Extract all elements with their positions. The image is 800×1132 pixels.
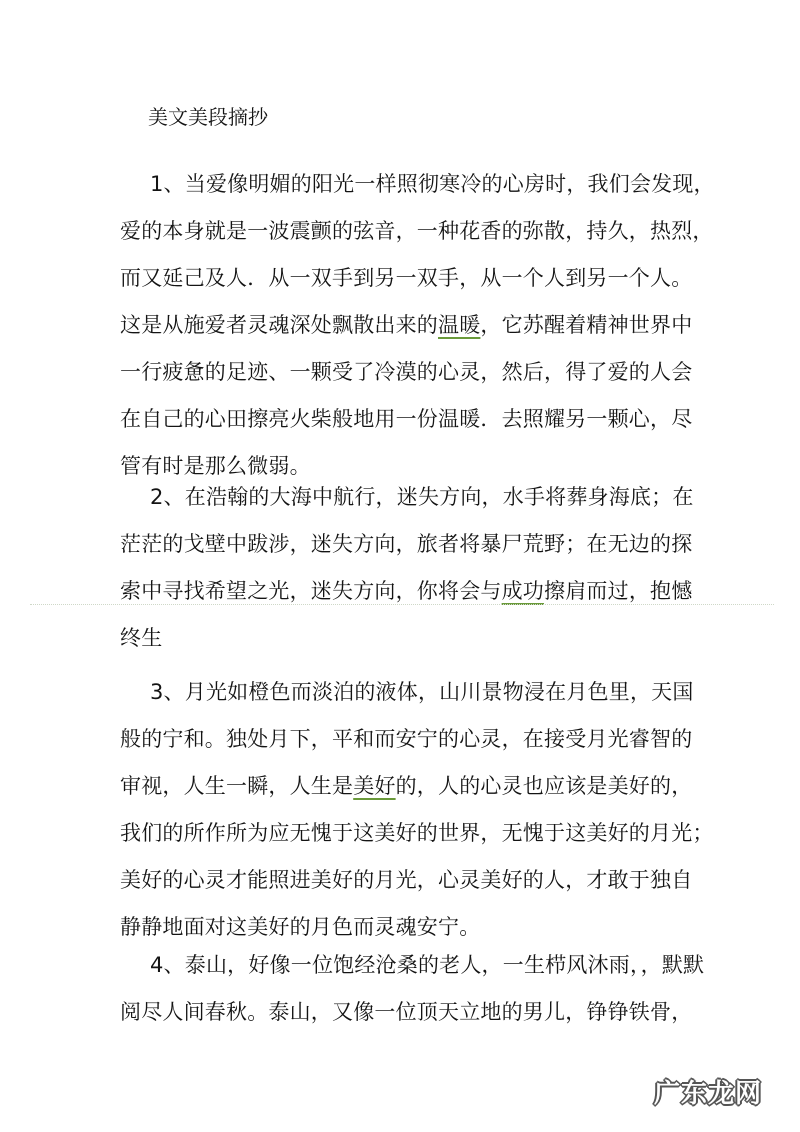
text-line — [120, 669, 700, 716]
text-segment: 审视，人生一瞬，人生是 — [120, 774, 354, 798]
text-line — [120, 763, 700, 810]
text-line — [120, 302, 700, 349]
text-line — [120, 349, 700, 396]
text-line — [120, 161, 715, 208]
text-segment: 静静地面对这美好的月色而灵魂安宁。 — [120, 915, 481, 939]
text-segment: 索中寻找希望之光，迷失方向，你将会与 — [120, 579, 502, 603]
text-segment: 4、泰山，好像一位饱经沧桑的老人，一生栉风沐雨，，默默 — [150, 953, 705, 977]
text-segment: 一行疲惫的足迹、一颗受了冷漠的心灵，然后，得了爱的人会 — [120, 360, 693, 384]
text-line — [120, 857, 700, 904]
text-segment: ，它苏醒着精神世界中 — [480, 313, 693, 337]
text-line — [120, 716, 700, 763]
keyword-link[interactable]: 美好 — [353, 774, 396, 798]
text-segment: 阅尽人间春秋。泰山，又像一位顶天立地的男儿，铮铮铁骨， — [120, 1000, 693, 1024]
text-segment: 美好的心灵才能照进美好的月光，心灵美好的人，才敢于独自 — [120, 868, 693, 892]
text-segment: 茫茫的戈壁中跋涉，迷失方向，旅者将暴尸荒野；在无边的探 — [120, 532, 693, 556]
text-segment: 在自己的心田擦亮火柴般地用一份温暖．去照耀另一颗心，尽 — [120, 407, 693, 431]
paragraph-2 — [120, 474, 700, 662]
dotted-divider — [30, 604, 774, 605]
text-line — [120, 942, 705, 989]
text-line — [120, 474, 700, 521]
text-segment: 终生 — [120, 626, 163, 650]
text-segment: 3、月光如橙色而淡泊的液体，山川景物浸在月色里，天国 — [150, 680, 694, 704]
text-segment: 爱的本身就是一波震颤的弦音，一种花香的弥散，持久，热烈， — [120, 219, 714, 243]
text-line — [120, 255, 700, 302]
text-segment: 2、在浩翰的大海中航行，迷失方向，水手将葬身海底；在 — [150, 485, 694, 509]
text-segment: 1、当爱像明媚的阳光一样照彻寒冷的心房时，我们会发现， — [150, 172, 715, 196]
text-segment: 的，人的心灵也应该是美好的， — [395, 774, 693, 798]
keyword-link[interactable]: 成功 — [501, 579, 545, 603]
text-segment: 擦肩而过，抱憾 — [544, 579, 693, 603]
text-segment: 而又延己及人．从一双手到另一双手，从一个人到另一个人。 — [120, 266, 693, 290]
document-title: 美文美段摘抄 — [148, 105, 268, 129]
text-line — [120, 521, 700, 568]
paragraph-4 — [120, 942, 705, 1036]
keyword-link[interactable]: 温暖 — [438, 313, 481, 337]
text-line — [120, 615, 700, 662]
text-segment: 我们的所作所为应无愧于这美好的世界，无愧于这美好的月光； — [120, 821, 714, 845]
text-segment: 管有时是那么微弱。 — [120, 454, 311, 478]
text-line — [120, 810, 714, 857]
text-segment: 这是从施爱者灵魂深处飘散出来的 — [120, 313, 438, 337]
site-watermark-logo: 广东龙网 — [653, 1079, 762, 1109]
text-line — [120, 568, 700, 615]
text-line — [120, 208, 714, 255]
paragraph-1 — [120, 161, 715, 490]
paragraph-3 — [120, 669, 714, 951]
text-segment: 般的宁和。独处月下，平和而安宁的心灵，在接受月光睿智的 — [120, 727, 693, 751]
text-line — [120, 396, 700, 443]
text-line — [120, 989, 700, 1036]
